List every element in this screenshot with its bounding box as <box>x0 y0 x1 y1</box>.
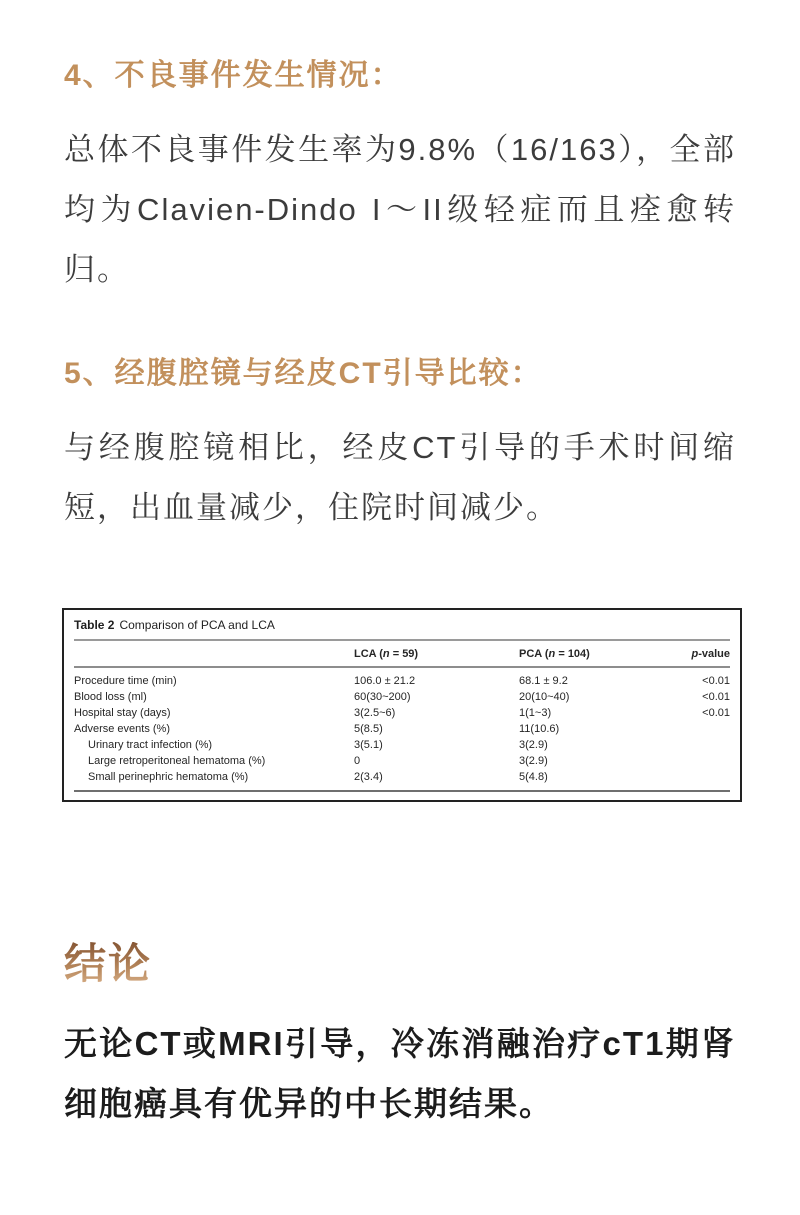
table-row: Small perinephric hematoma (%) 2(3.4) 5(4.8) <box>74 770 730 792</box>
column-header-lca: LCA (n = 59) <box>354 641 519 667</box>
column-header-pvalue: p-value <box>669 641 730 667</box>
table-row: Hospital stay (days) 3(2.5~6) 1(1~3) <0.01 <box>74 707 730 719</box>
conclusion-section <box>64 942 736 1134</box>
section-4-heading: 4、不良事件发生情况： <box>64 59 403 92</box>
section-5-heading: 5、经腹腔镜与经皮CT引导比较： <box>64 357 543 390</box>
conclusion-title: 结论 <box>64 942 153 988</box>
table-caption: Comparison of PCA and LCA <box>119 618 275 632</box>
table-row: Urinary tract infection (%) 3(5.1) 3(2.9) <box>88 739 548 751</box>
column-header-empty <box>74 641 354 667</box>
section-5-body: 与经腹腔镜相比，经皮CT引导的手术时间缩短，出血量减少，住院时间减少。 <box>64 430 736 525</box>
table-row: Large retroperitoneal hematoma (%) 0 3(2.9) <box>88 755 548 767</box>
section-adverse-events <box>64 58 736 300</box>
column-header-pca: PCA (n = 104) <box>519 641 669 667</box>
table-row: Blood loss (ml) 60(30~200) 20(10~40) <0.01 <box>74 691 730 703</box>
comparison-table <box>74 641 730 792</box>
section-4-body: 总体不良事件发生率为9.8%（16/163），全部均为Clavien-Dindo I～II级轻症而且痊愈转归。 <box>64 132 736 287</box>
conclusion-body: 无论CT或MRI引导，冷冻消融治疗cT1期肾细胞癌具有优异的中长期结果。 <box>64 1025 736 1122</box>
table-title <box>74 617 730 641</box>
table-row: Adverse events (%) 5(8.5) 11(10.6) <box>74 723 560 735</box>
table-header-row <box>74 641 730 667</box>
section-lca-vs-pca <box>64 356 736 538</box>
comparison-table-figure <box>62 608 742 802</box>
table-row: Procedure time (min) 106.0 ± 21.2 68.1 ± 9.2 <0.01 <box>74 675 730 687</box>
table-label: Table 2 <box>74 618 115 632</box>
